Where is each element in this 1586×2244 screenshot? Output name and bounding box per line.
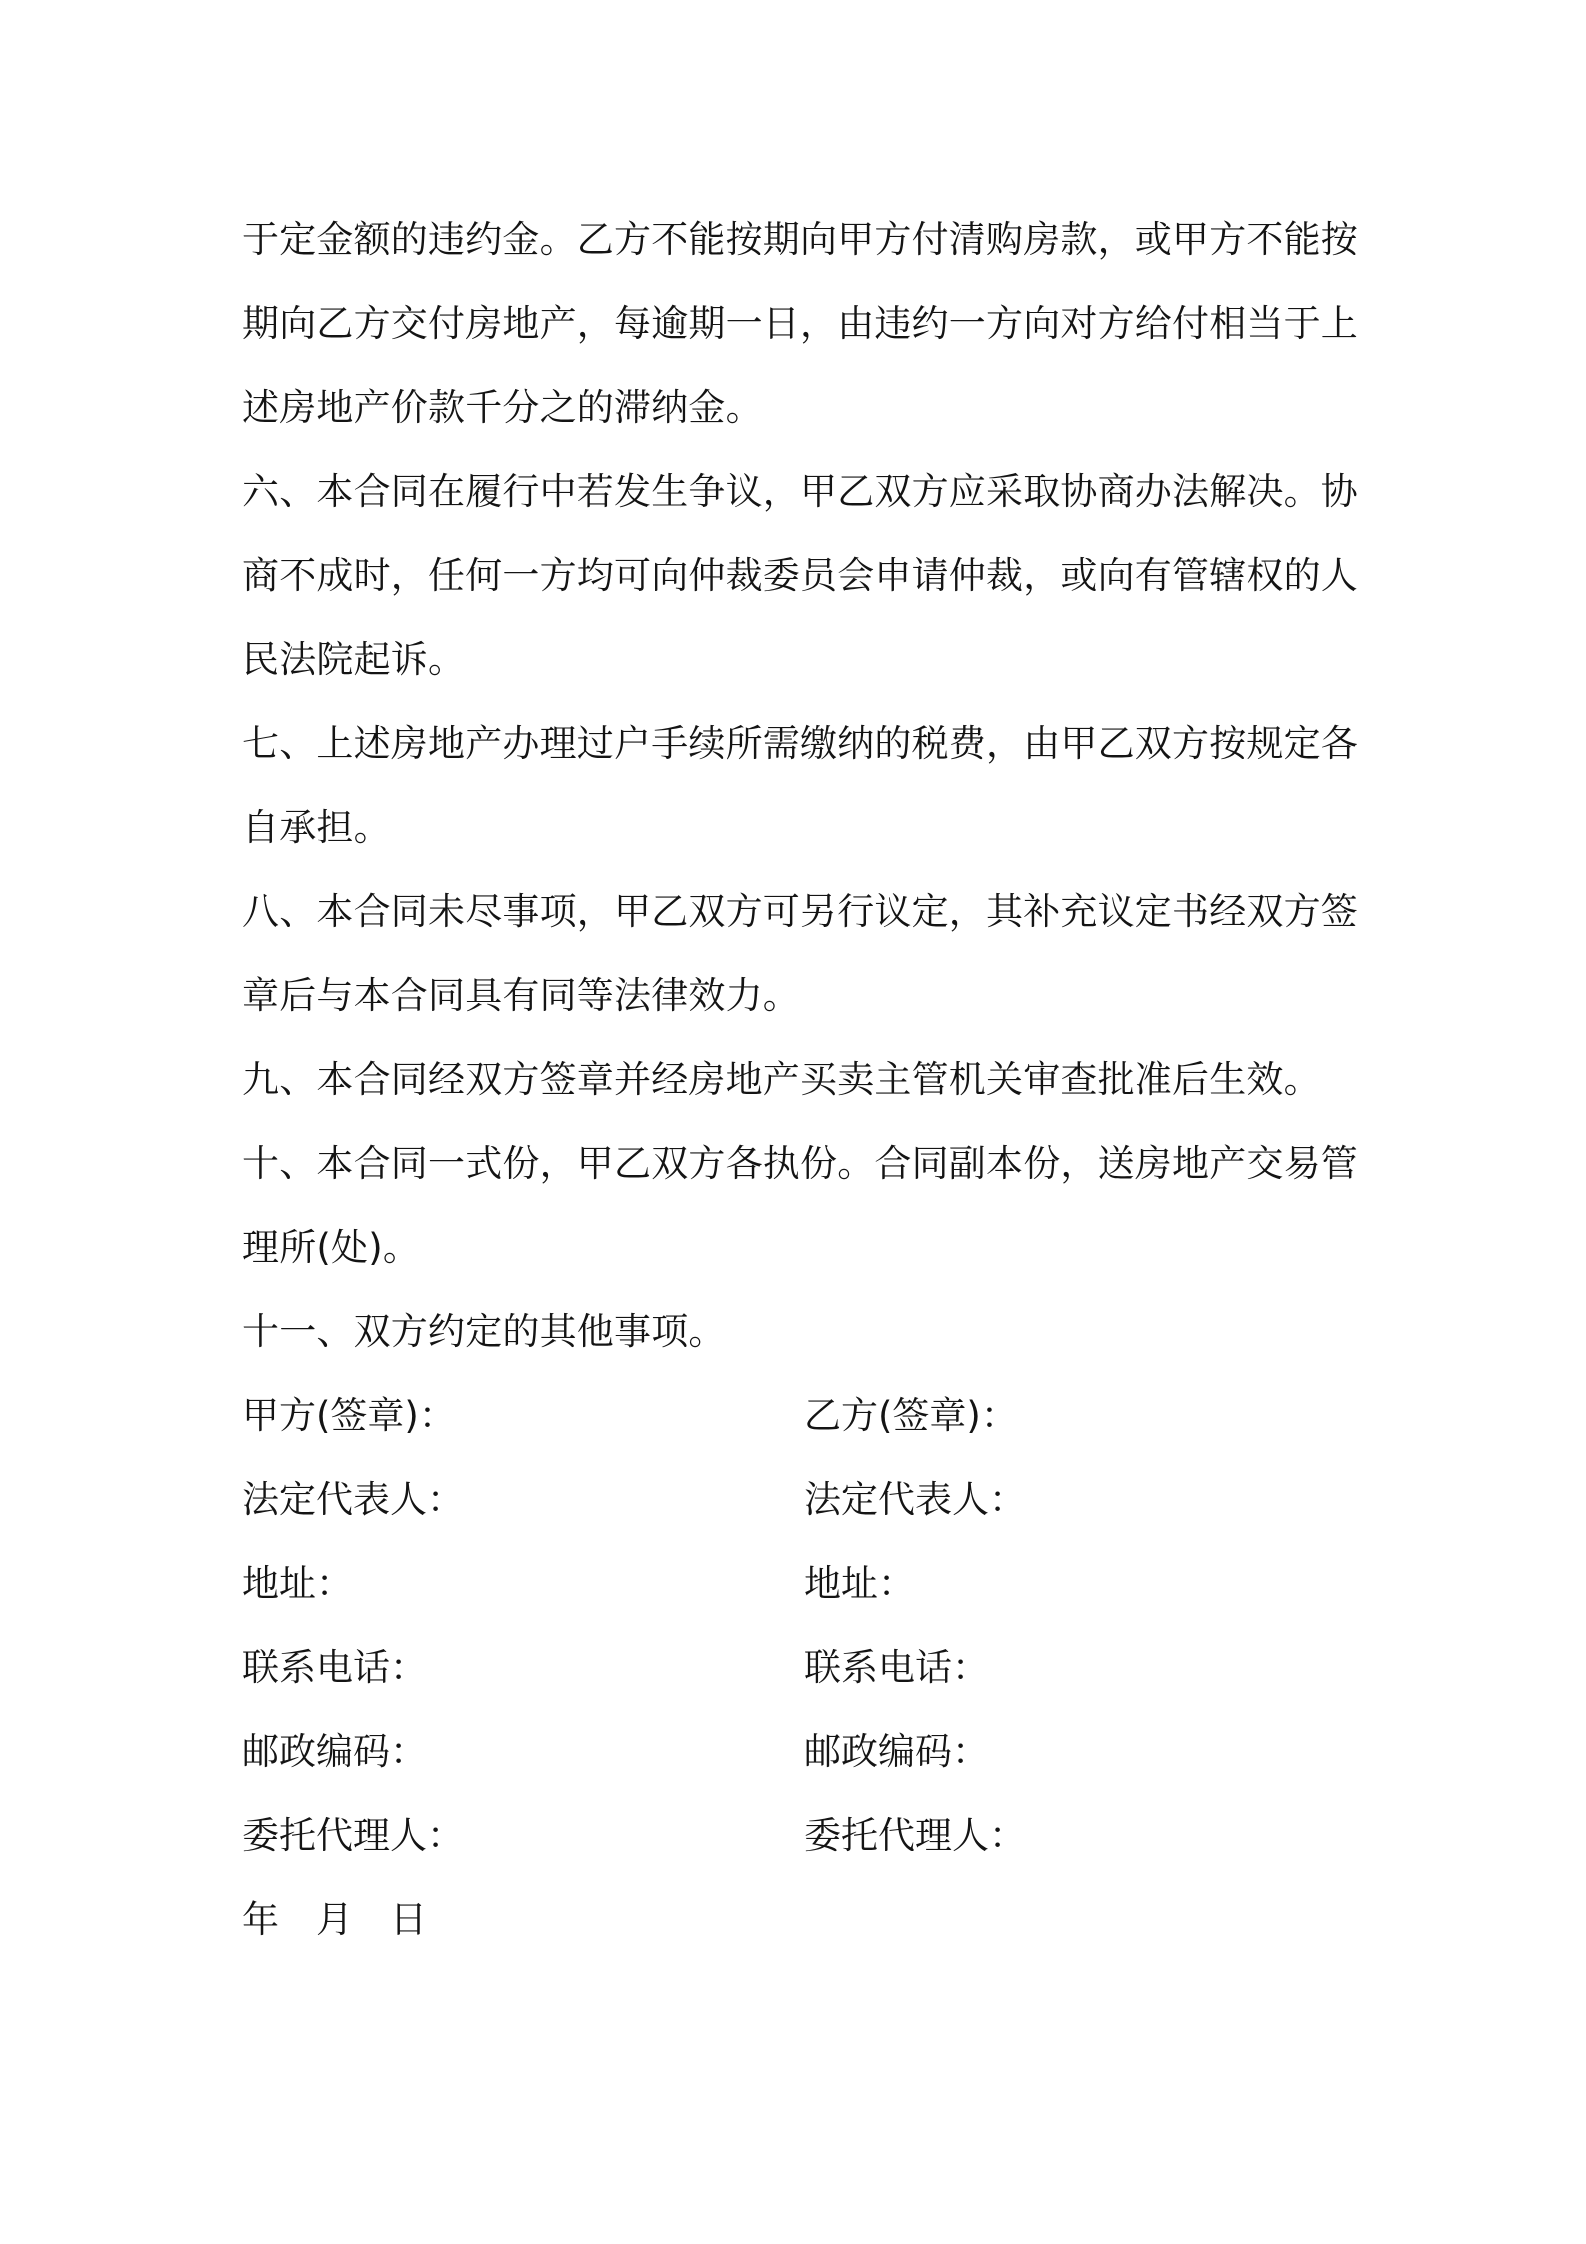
signature-row [242, 1794, 1357, 1878]
signature-row [242, 1458, 1357, 1542]
signature-row [242, 1710, 1357, 1794]
date-month-label: 月 [316, 1898, 353, 1941]
date-year-label: 年 [242, 1898, 279, 1941]
clause-7-line: 七、上述房地产办理过户手续所需缴纳的税费，由甲乙双方按规定各 [242, 722, 1358, 765]
party-a-representative-label: 法定代表人： [242, 1478, 464, 1521]
party-a-phone-label: 联系电话： [242, 1646, 427, 1689]
contract-content [242, 198, 1357, 1962]
party-a-postcode-label: 邮政编码： [242, 1730, 427, 1773]
signature-row [242, 1542, 1357, 1626]
clause-9-line: 九、本合同经双方签章并经房地产买卖主管机关审查批准后生效。 [242, 1058, 1321, 1101]
date-day-label: 日 [390, 1898, 427, 1941]
party-a-address-label: 地址： [242, 1562, 353, 1605]
clause-8-line: 章后与本合同具有同等法律效力。 [242, 974, 800, 1017]
body-line: 述房地产价款千分之的滞纳金。 [242, 386, 763, 429]
date-line [242, 1878, 1357, 1962]
party-b-address-label: 地址： [804, 1562, 915, 1605]
clause-10-line: 理所(处)。 [242, 1226, 421, 1269]
party-a-seal-label: 甲方(签章)： [242, 1394, 456, 1437]
party-b-phone-label: 联系电话： [804, 1646, 989, 1689]
party-a-agent-label: 委托代理人： [242, 1814, 464, 1857]
body-line: 于定金额的违约金。乙方不能按期向甲方付清购房款，或甲方不能按 [242, 218, 1358, 261]
party-b-representative-label: 法定代表人： [804, 1478, 1026, 1521]
clause-11-line: 十一、双方约定的其他事项。 [242, 1310, 726, 1353]
party-b-agent-label: 委托代理人： [804, 1814, 1026, 1857]
clause-6-line: 民法院起诉。 [242, 638, 466, 681]
party-b-postcode-label: 邮政编码： [804, 1730, 989, 1773]
party-b-seal-label: 乙方(签章)： [804, 1394, 1018, 1437]
signature-block [242, 1374, 1357, 1962]
clause-6-line: 商不成时，任何一方均可向仲裁委员会申请仲裁，或向有管辖权的人 [242, 554, 1358, 597]
clause-8-line: 八、本合同未尽事项，甲乙双方可另行议定，其补充议定书经双方签 [242, 890, 1358, 933]
clause-6-line: 六、本合同在履行中若发生争议，甲乙双方应采取协商办法解决。协 [242, 470, 1358, 513]
clause-7-line: 自承担。 [242, 806, 391, 849]
body-line: 期向乙方交付房地产，每逾期一日，由违约一方向对方给付相当于上 [242, 302, 1358, 345]
signature-row [242, 1374, 1357, 1458]
clause-10-line: 十、本合同一式份，甲乙双方各执份。合同副本份，送房地产交易管 [242, 1142, 1358, 1185]
signature-row [242, 1626, 1357, 1710]
